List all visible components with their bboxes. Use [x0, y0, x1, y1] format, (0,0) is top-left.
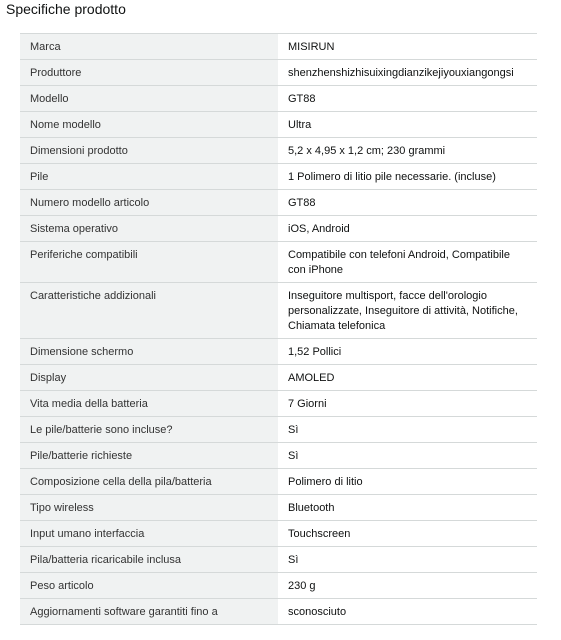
spec-label: Composizione cella della pila/batteria — [20, 469, 278, 495]
spec-value: Inseguitore multisport, facce dell'orologio personalizzate, Inseguitore di attività, Notifiche, Chiamata telefonica — [278, 283, 537, 339]
spec-value: AMOLED — [278, 365, 537, 391]
spec-row — [20, 34, 537, 60]
spec-value: sconosciuto — [278, 599, 537, 625]
spec-value: 7 Giorni — [278, 391, 537, 417]
spec-label: Vita media della batteria — [20, 391, 278, 417]
spec-row — [20, 391, 537, 417]
spec-row — [20, 339, 537, 365]
spec-row — [20, 573, 537, 599]
spec-value: Touchscreen — [278, 521, 537, 547]
spec-value: Sì — [278, 443, 537, 469]
spec-row — [20, 283, 537, 339]
spec-value: 1,52 Pollici — [278, 339, 537, 365]
spec-label: Peso articolo — [20, 573, 278, 599]
spec-row — [20, 190, 537, 216]
product-specs-table — [20, 33, 537, 625]
spec-label: Numero modello articolo — [20, 190, 278, 216]
spec-row — [20, 599, 537, 625]
spec-label: Le pile/batterie sono incluse? — [20, 417, 278, 443]
spec-row — [20, 443, 537, 469]
spec-row — [20, 164, 537, 190]
spec-row — [20, 60, 537, 86]
spec-label: Pile — [20, 164, 278, 190]
spec-label: Pila/batteria ricaricabile inclusa — [20, 547, 278, 573]
spec-row — [20, 521, 537, 547]
spec-value: 5,2 x 4,95 x 1,2 cm; 230 grammi — [278, 138, 537, 164]
spec-value: Ultra — [278, 112, 537, 138]
spec-row — [20, 417, 537, 443]
spec-value: 1 Polimero di litio pile necessarie. (incluse) — [278, 164, 537, 190]
spec-value: MISIRUN — [278, 34, 537, 60]
product-specs-body — [20, 34, 537, 625]
spec-row — [20, 138, 537, 164]
spec-label: Display — [20, 365, 278, 391]
spec-label: Periferiche compatibili — [20, 242, 278, 283]
spec-row — [20, 86, 537, 112]
spec-value: 230 g — [278, 573, 537, 599]
spec-label: Pile/batterie richieste — [20, 443, 278, 469]
spec-row — [20, 216, 537, 242]
spec-row — [20, 112, 537, 138]
spec-label: Marca — [20, 34, 278, 60]
spec-value: Polimero di litio — [278, 469, 537, 495]
spec-label: Dimensioni prodotto — [20, 138, 278, 164]
spec-value: iOS, Android — [278, 216, 537, 242]
section-title: Specifiche prodotto — [6, 1, 126, 17]
spec-label: Nome modello — [20, 112, 278, 138]
spec-value: Compatibile con telefoni Android, Compatibile con iPhone — [278, 242, 537, 283]
spec-value: Sì — [278, 417, 537, 443]
spec-row — [20, 469, 537, 495]
spec-row — [20, 242, 537, 283]
spec-value: Bluetooth — [278, 495, 537, 521]
spec-label: Dimensione schermo — [20, 339, 278, 365]
spec-row — [20, 495, 537, 521]
spec-value: shenzhenshizhisuixingdianzikejiyouxiangongsi — [278, 60, 537, 86]
spec-label: Aggiornamenti software garantiti fino a — [20, 599, 278, 625]
spec-label: Input umano interfaccia — [20, 521, 278, 547]
spec-value: Sì — [278, 547, 537, 573]
spec-label: Tipo wireless — [20, 495, 278, 521]
spec-label: Caratteristiche addizionali — [20, 283, 278, 339]
spec-label: Modello — [20, 86, 278, 112]
spec-label: Produttore — [20, 60, 278, 86]
spec-value: GT88 — [278, 86, 537, 112]
spec-row — [20, 547, 537, 573]
spec-label: Sistema operativo — [20, 216, 278, 242]
spec-value: GT88 — [278, 190, 537, 216]
spec-row — [20, 365, 537, 391]
